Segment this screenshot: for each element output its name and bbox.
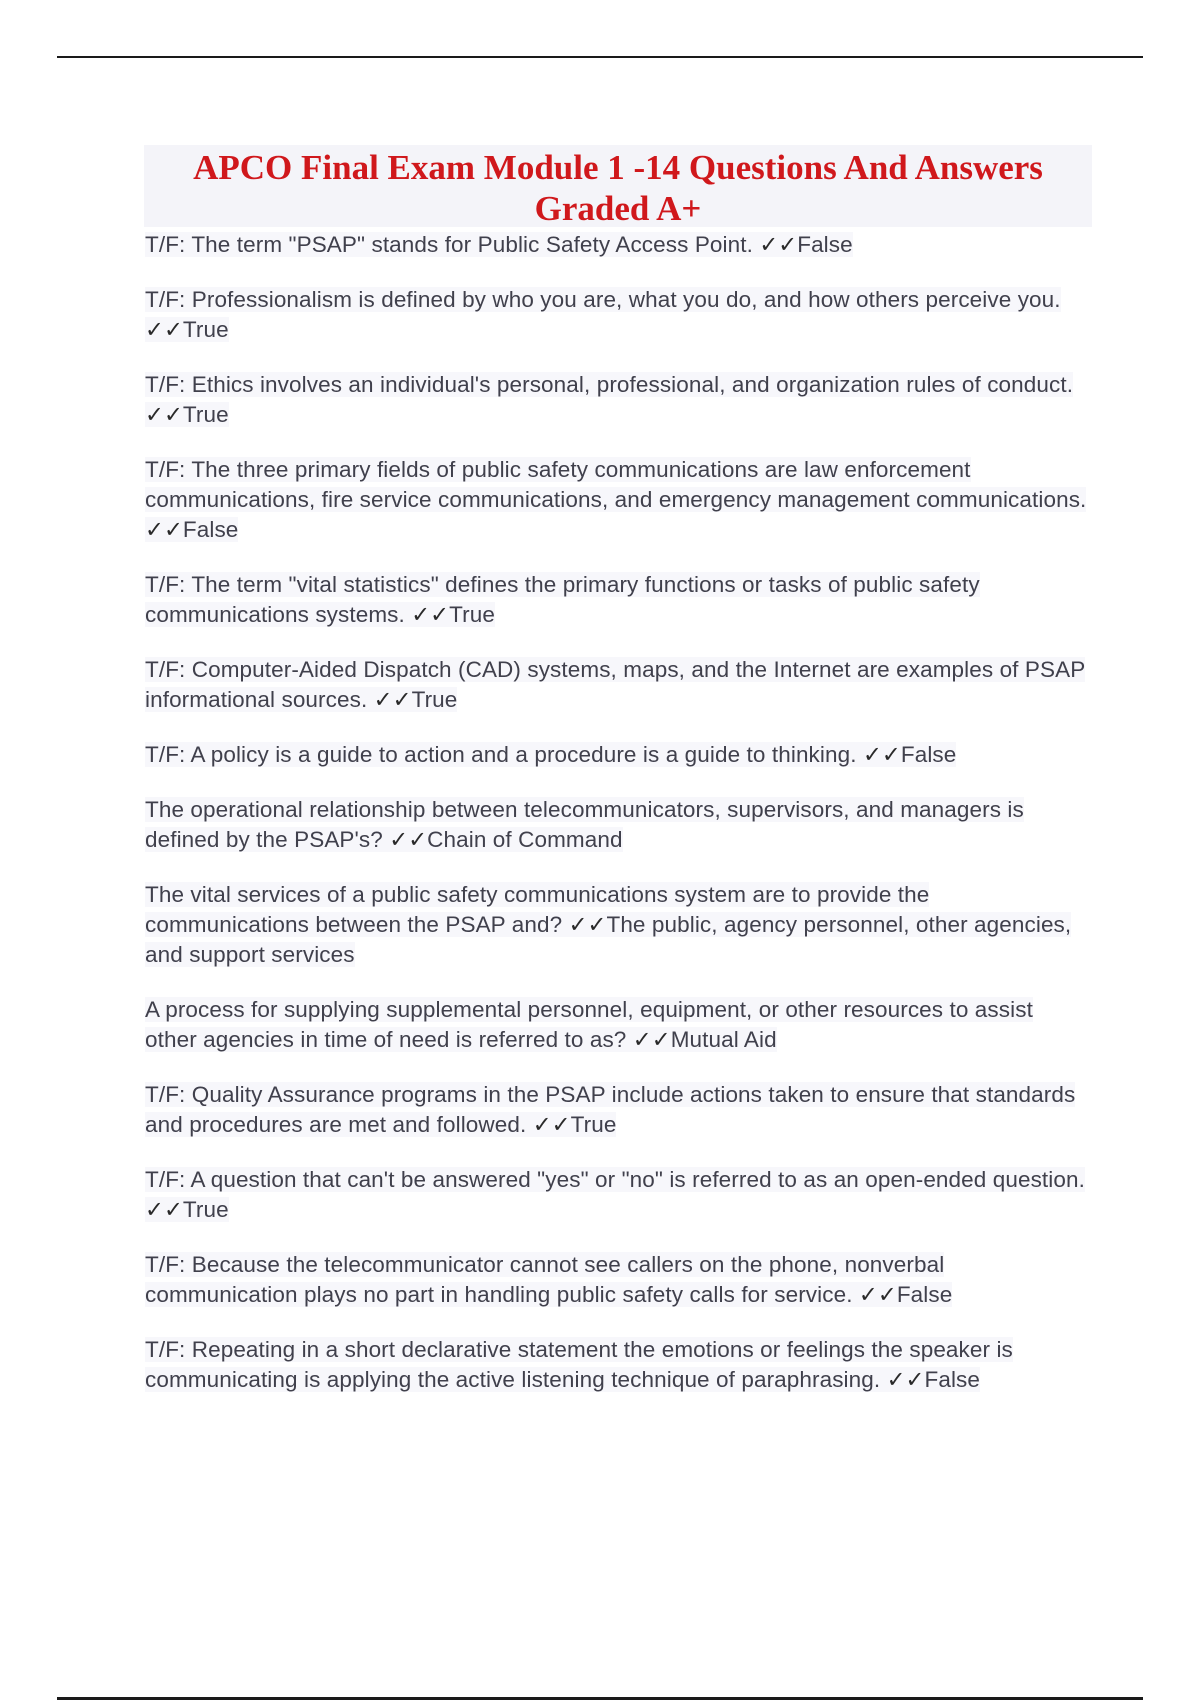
- qa-text: [145, 797, 1024, 852]
- answer-text: True: [449, 602, 495, 627]
- qa-item: [145, 1250, 1090, 1310]
- answer-text: False: [900, 742, 957, 767]
- double-check-icon: ✓✓: [532, 1112, 571, 1137]
- title-block: [144, 145, 1092, 227]
- double-check-icon: ✓✓: [145, 1197, 183, 1222]
- double-check-icon: ✓✓: [145, 517, 183, 542]
- answer-text: Mutual Aid: [670, 1027, 777, 1052]
- qa-item: [145, 995, 1090, 1055]
- question-text: T/F: The term "vital statistics" defines the primary functions or tasks of public safety communications systems.: [145, 572, 980, 627]
- question-text: T/F: Computer-Aided Dispatch (CAD) systems, maps, and the Internet are examples of PSAP informational sources.: [145, 657, 1085, 712]
- page-title: APCO Final Exam Module 1 -14 Questions And Answers Graded A+: [193, 148, 1043, 228]
- answer-text: The public, agency personnel, other agencies, and support services: [145, 912, 1072, 967]
- question-text: The vital services of a public safety communications system are to provide the communications between the PSAP and?: [145, 882, 930, 937]
- qa-item: [145, 1080, 1090, 1140]
- double-check-icon: ✓✓: [411, 602, 450, 627]
- answer-text: True: [411, 687, 458, 712]
- qa-item: [145, 285, 1090, 345]
- qa-item: [145, 1165, 1090, 1225]
- qa-text: [145, 742, 956, 767]
- qa-item: [145, 795, 1090, 855]
- double-check-icon: ✓✓: [389, 827, 428, 852]
- double-check-icon: ✓✓: [145, 402, 183, 427]
- qa-text: [145, 287, 1061, 342]
- double-check-icon: ✓✓: [858, 1282, 897, 1307]
- qa-item: [145, 230, 1090, 260]
- qa-text: [145, 1167, 1085, 1222]
- double-check-icon: ✓✓: [759, 232, 798, 257]
- question-text: T/F: Quality Assurance programs in the PSAP include actions taken to ensure that standards and procedures are met and followed.: [145, 1082, 1076, 1137]
- qa-text: [145, 882, 1071, 967]
- qa-item: [145, 1335, 1090, 1395]
- double-check-icon: ✓✓: [632, 1027, 671, 1052]
- answer-text: False: [182, 517, 239, 542]
- answer-text: Chain of Command: [427, 827, 623, 852]
- question-text: T/F: A question that can't be answered "yes" or "no" is referred to as an open-ended question.: [145, 1167, 1085, 1192]
- qa-item: [145, 370, 1090, 430]
- answer-text: True: [570, 1112, 617, 1137]
- question-text: T/F: A policy is a guide to action and a procedure is a guide to thinking.: [145, 742, 857, 767]
- question-text: T/F: Repeating in a short declarative statement the emotions or feelings the speaker is communicating is applying the active listening technique of paraphrasing.: [145, 1337, 1013, 1392]
- qa-item: [145, 655, 1090, 715]
- qa-text: [145, 997, 1033, 1052]
- question-text: T/F: The three primary fields of public safety communications are law enforcement communications, fire service communications, and emergency management communications.: [145, 457, 1087, 512]
- qa-item: [145, 740, 1090, 770]
- qa-text: [145, 232, 853, 257]
- qa-text: [145, 657, 1085, 712]
- qa-text: [145, 457, 1086, 542]
- qa-text: [145, 1337, 1013, 1392]
- question-text: The operational relationship between telecommunicators, supervisors, and managers is defined by the PSAP's?: [145, 797, 1024, 852]
- qa-list: [145, 230, 1090, 1420]
- qa-text: [145, 1082, 1075, 1137]
- double-check-icon: ✓✓: [886, 1367, 925, 1392]
- answer-text: False: [896, 1282, 953, 1307]
- qa-item: [145, 455, 1090, 545]
- qa-text: [145, 572, 980, 627]
- top-divider: [57, 56, 1143, 58]
- double-check-icon: ✓✓: [373, 687, 412, 712]
- answer-text: True: [182, 402, 229, 427]
- double-check-icon: ✓✓: [145, 317, 183, 342]
- qa-item: [145, 570, 1090, 630]
- question-text: T/F: Ethics involves an individual's personal, professional, and organization rules of conduct.: [145, 372, 1074, 397]
- question-text: T/F: Because the telecommunicator cannot see callers on the phone, nonverbal communication plays no part in handling public safety calls for service.: [145, 1252, 945, 1307]
- answer-text: False: [924, 1367, 981, 1392]
- answer-text: False: [797, 232, 853, 257]
- answer-text: True: [182, 1197, 229, 1222]
- double-check-icon: ✓✓: [568, 912, 607, 937]
- qa-text: [145, 1252, 952, 1307]
- double-check-icon: ✓✓: [862, 742, 901, 767]
- question-text: T/F: Professionalism is defined by who you are, what you do, and how others perceive you.: [145, 287, 1061, 312]
- qa-item: [145, 880, 1090, 970]
- question-text: T/F: The term "PSAP" stands for Public Safety Access Point.: [145, 232, 753, 257]
- question-text: A process for supplying supplemental personnel, equipment, or other resources to assist other agencies in time of need is referred to as?: [145, 997, 1033, 1052]
- qa-text: [145, 372, 1073, 427]
- answer-text: True: [182, 317, 229, 342]
